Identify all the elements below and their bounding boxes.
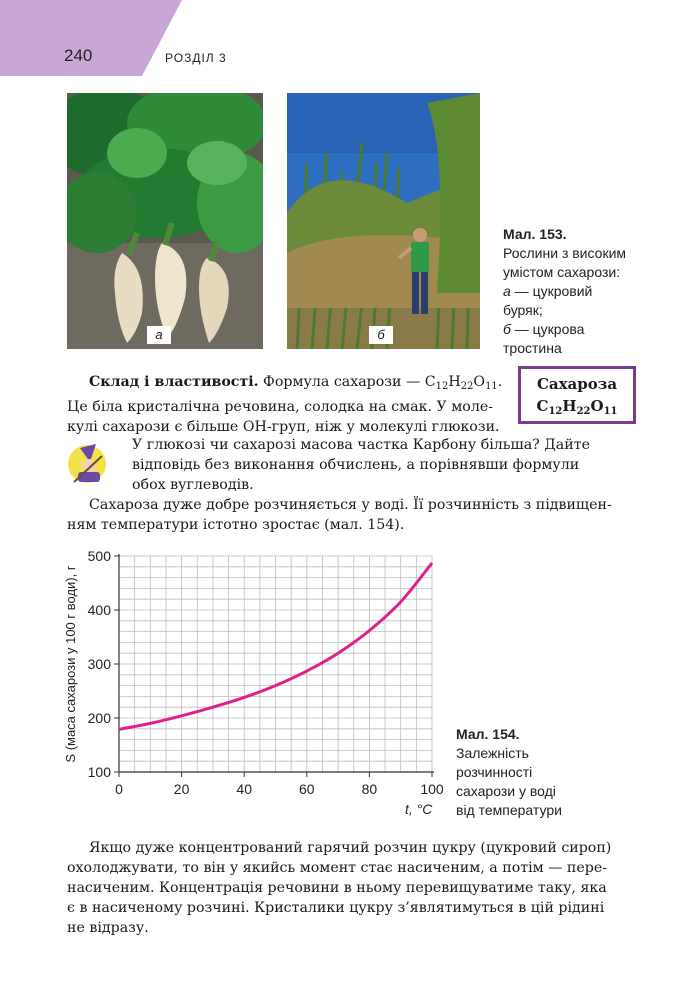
question-wizard-icon xyxy=(66,438,108,486)
composition-heading: Склад і властивості. xyxy=(89,374,259,390)
y-tick-label: 500 xyxy=(87,548,111,564)
figure-153-b-letter: б xyxy=(503,321,511,337)
photo-sugar-beet xyxy=(67,93,263,349)
photo-sugar-cane xyxy=(287,93,480,349)
figure-154-line-2: розчинності xyxy=(456,764,533,780)
figure-153-a-text: — цукровий xyxy=(510,283,593,299)
solubility-line-2: ням температури істотно зростає (мал. 154). xyxy=(67,517,405,533)
photo-label-a: а xyxy=(147,326,171,344)
formula-h: H xyxy=(448,374,461,390)
photo-label-b: б xyxy=(369,326,393,344)
x-tick-label: 100 xyxy=(420,781,444,797)
formula-end: . xyxy=(497,374,503,390)
closing-line-1: Якщо дуже концентрований гарячий розчин цукру (цукровий сироп) xyxy=(89,840,612,856)
question-paragraph xyxy=(132,435,630,495)
x-tick-label: 60 xyxy=(299,781,315,797)
figure-154-line-4: від температури xyxy=(456,802,562,818)
formula-o: O xyxy=(473,374,486,390)
sucrose-formula-box xyxy=(518,366,636,424)
figure-153-b-text-2: тростина xyxy=(503,340,562,356)
solubility-chart xyxy=(50,548,450,823)
formula-c-index: 12 xyxy=(435,381,449,392)
x-tick-label: 20 xyxy=(173,781,190,797)
solubility-line-1: Сахароза дуже добре розчиняється у воді. Її розчинність з підвищен- xyxy=(89,497,612,513)
composition-line-2: Це біла кристалічна речовина, солодка на смак. У моле- xyxy=(67,399,494,415)
page-number: 240 xyxy=(64,46,93,65)
composition-line-3: кулі сахарози є більше ОН-груп, ніж у молекулі глюкози. xyxy=(67,419,500,435)
figure-154-line-3: сахарози у воді xyxy=(456,783,556,799)
figure-153-b-text: — цукрова xyxy=(510,321,585,337)
x-tick-label: 0 xyxy=(115,781,123,797)
figure-154-caption xyxy=(456,725,562,820)
closing-paragraph xyxy=(67,838,630,938)
x-tick-label: 80 xyxy=(361,781,378,797)
solubility-paragraph xyxy=(67,495,630,535)
closing-line-4: є в насиченому розчині. Кристалики цукру з’являтимуться в цій рідині xyxy=(67,900,605,916)
section-title: РОЗДІЛ 3 xyxy=(165,51,227,65)
figure-154-title: Мал. 154. xyxy=(456,726,520,742)
closing-line-2: охолоджувати, то він у якийсь момент стає насиченим, а потім — пере- xyxy=(67,860,608,876)
y-tick-label: 400 xyxy=(87,602,111,618)
figure-153-a-text-2: буряк; xyxy=(503,302,543,318)
formula-box-formula: $C_{12}H_{22}O_{11}$ xyxy=(536,397,618,417)
chart-axes xyxy=(114,554,434,777)
composition-line-1: Формула сахарози — C xyxy=(258,374,436,390)
chart-grid xyxy=(119,556,432,772)
closing-line-3: насиченим. Концентрація речовини в ньому перевищуватиме таку, яка xyxy=(67,880,607,896)
figure-153-line-1: Рослини з високим xyxy=(503,245,627,261)
chart-tick-labels xyxy=(88,548,444,797)
y-tick-label: 100 xyxy=(87,764,111,780)
figure-153-caption xyxy=(503,225,626,358)
figure-153-title: Мал. 153. xyxy=(503,226,567,242)
question-line-1: У глюкозі чи сахарозі масова частка Карбону більша? Дайте xyxy=(132,437,590,453)
x-tick-label: 40 xyxy=(236,781,252,797)
question-line-2: відповідь без виконання обчислень, а порівнявши формули xyxy=(132,457,580,473)
y-tick-label: 300 xyxy=(87,656,111,672)
chart-y-axis-label: S (маса сахарози у 100 г води), г xyxy=(63,565,78,763)
formula-h-index: 22 xyxy=(460,381,474,392)
question-line-3: обох вуглеводів. xyxy=(132,477,254,493)
figure-153-a-letter: а xyxy=(503,283,511,299)
formula-box-name: Сахароза xyxy=(536,375,618,393)
formula-o-index: 11 xyxy=(485,381,498,392)
chart-x-axis-label: t, °C xyxy=(405,801,433,817)
figure-153-line-2: умістом сахарози: xyxy=(503,264,621,280)
composition-paragraph xyxy=(67,372,507,437)
closing-line-5: не відразу. xyxy=(67,920,149,936)
y-tick-label: 200 xyxy=(87,710,111,726)
figure-154-line-1: Залежність xyxy=(456,745,529,761)
